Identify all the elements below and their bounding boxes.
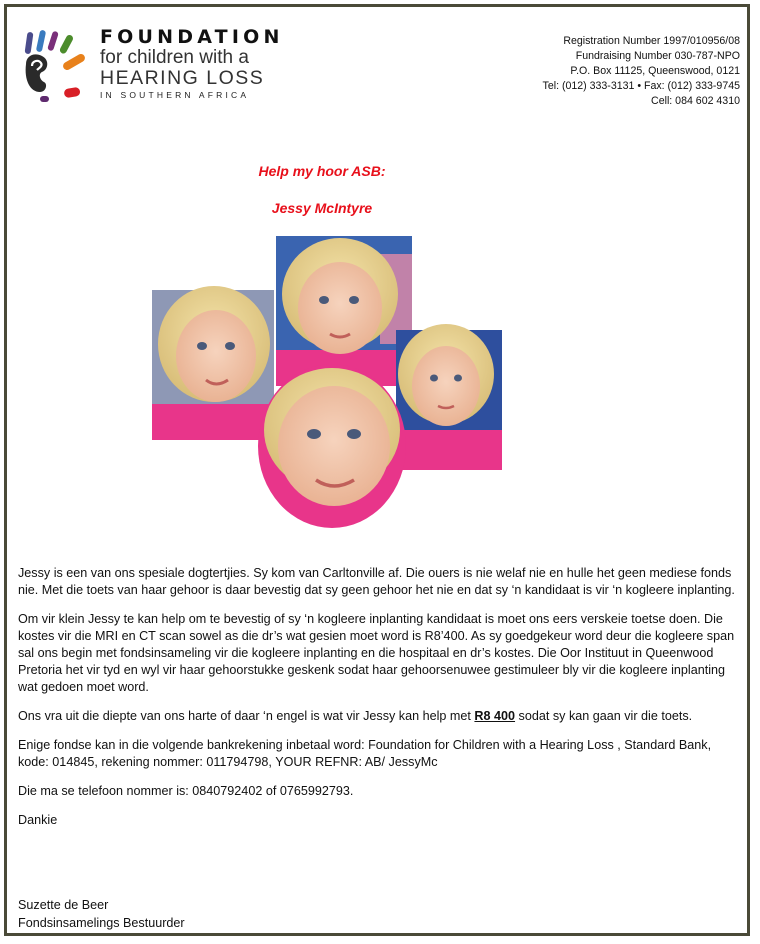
signature-block: [18, 896, 185, 932]
paragraph-2: Om vir klein Jessy te kan help om te bevestig of sy ‘n kogleere inplanting kandidaat is moet ons eers verskeie toetse doen. Die kostes vir die MRI en CT scan sowel as die dr’s wat gesien moet word is R8’400. As sy goedgekeur word deur die kogleere span sal ons begin met fondsinsameling vir die kogleere inplanting en die hospitaal en dr’s kostes. Die Oor Instituut in Queenwood Pretoria het vir tyd en wyl vir haar gehoorstukke geskenk sodat haar gehoorsenuwee gestimuleer bly vir die kogleere inplanting wat gedoen moet word.: [18, 612, 735, 694]
paragraph-5: Die ma se telefoon nommer is: 0840792402 of 0765992793.: [18, 784, 354, 798]
cell-number: Cell: 084 602 4310: [651, 95, 740, 107]
paragraph-3: [18, 708, 742, 725]
appeal-heading: Help my hoor ASB:: [258, 163, 386, 179]
photo-collage: [150, 234, 506, 530]
child-photo-right: [396, 324, 502, 470]
child-name-heading: Jessy McIntyre: [271, 200, 373, 216]
child-photo-left: [152, 286, 274, 440]
registration-number: Registration Number 1997/010956/08: [563, 35, 740, 47]
paragraph-3-start: Ons vra uit die diepte van ons harte of daar ‘n engel is wat vir Jessy kan help met: [18, 709, 475, 723]
signatory-title: Fondsinsamelings Bestuurder: [18, 916, 185, 930]
logo-line-1: for children with a: [100, 47, 249, 68]
tel-fax: Tel: (012) 333-3131 • Fax: (012) 333-9745: [542, 80, 740, 92]
paragraph-1: Jessy is een van ons spesiale dogtertjies. Sy kom van Carltonville af. Die ouers is nie welaf nie en hulle het geen mediese fonds nie. Met die toets van haar gehoor is daar bevestig dat sy geen gehoor het nie en dat sy ‘n kandidaat is vir ‘n kogleere inplanting.: [18, 566, 735, 597]
logo-line-2: HEARING LOSS: [100, 67, 265, 89]
child-photo-bottom: [258, 364, 406, 528]
logo-text: [100, 26, 300, 102]
po-box: P.O. Box 11125, Queenswood, 0121: [570, 65, 740, 77]
logo-title: FOUNDATION: [100, 26, 284, 48]
paragraph-4: Enige fondse kan in die volgende bankrekening inbetaal word: Foundation for Children with a Hearing Loss , Standard Bank, kode: 014845, rekening nommer: 011794798, YOUR REFNR: AB/ JessyMc: [18, 738, 712, 769]
hand-ear-icon: [20, 26, 96, 104]
amount-needed: R8 400: [474, 709, 516, 723]
fundraising-number: Fundraising Number 030-787-NPO: [575, 50, 740, 62]
paragraph-6: Dankie: [18, 813, 58, 827]
contact-block: [543, 34, 740, 109]
signatory-name: Suzette de Beer: [18, 898, 109, 912]
paragraph-3-end: sodat sy kan gaan vir die toets.: [515, 709, 693, 723]
child-photo-top: [276, 236, 412, 386]
logo-line-3: IN SOUTHERN AFRICA: [100, 90, 250, 100]
foundation-logo: [20, 26, 290, 106]
letter-body: [18, 565, 742, 841]
